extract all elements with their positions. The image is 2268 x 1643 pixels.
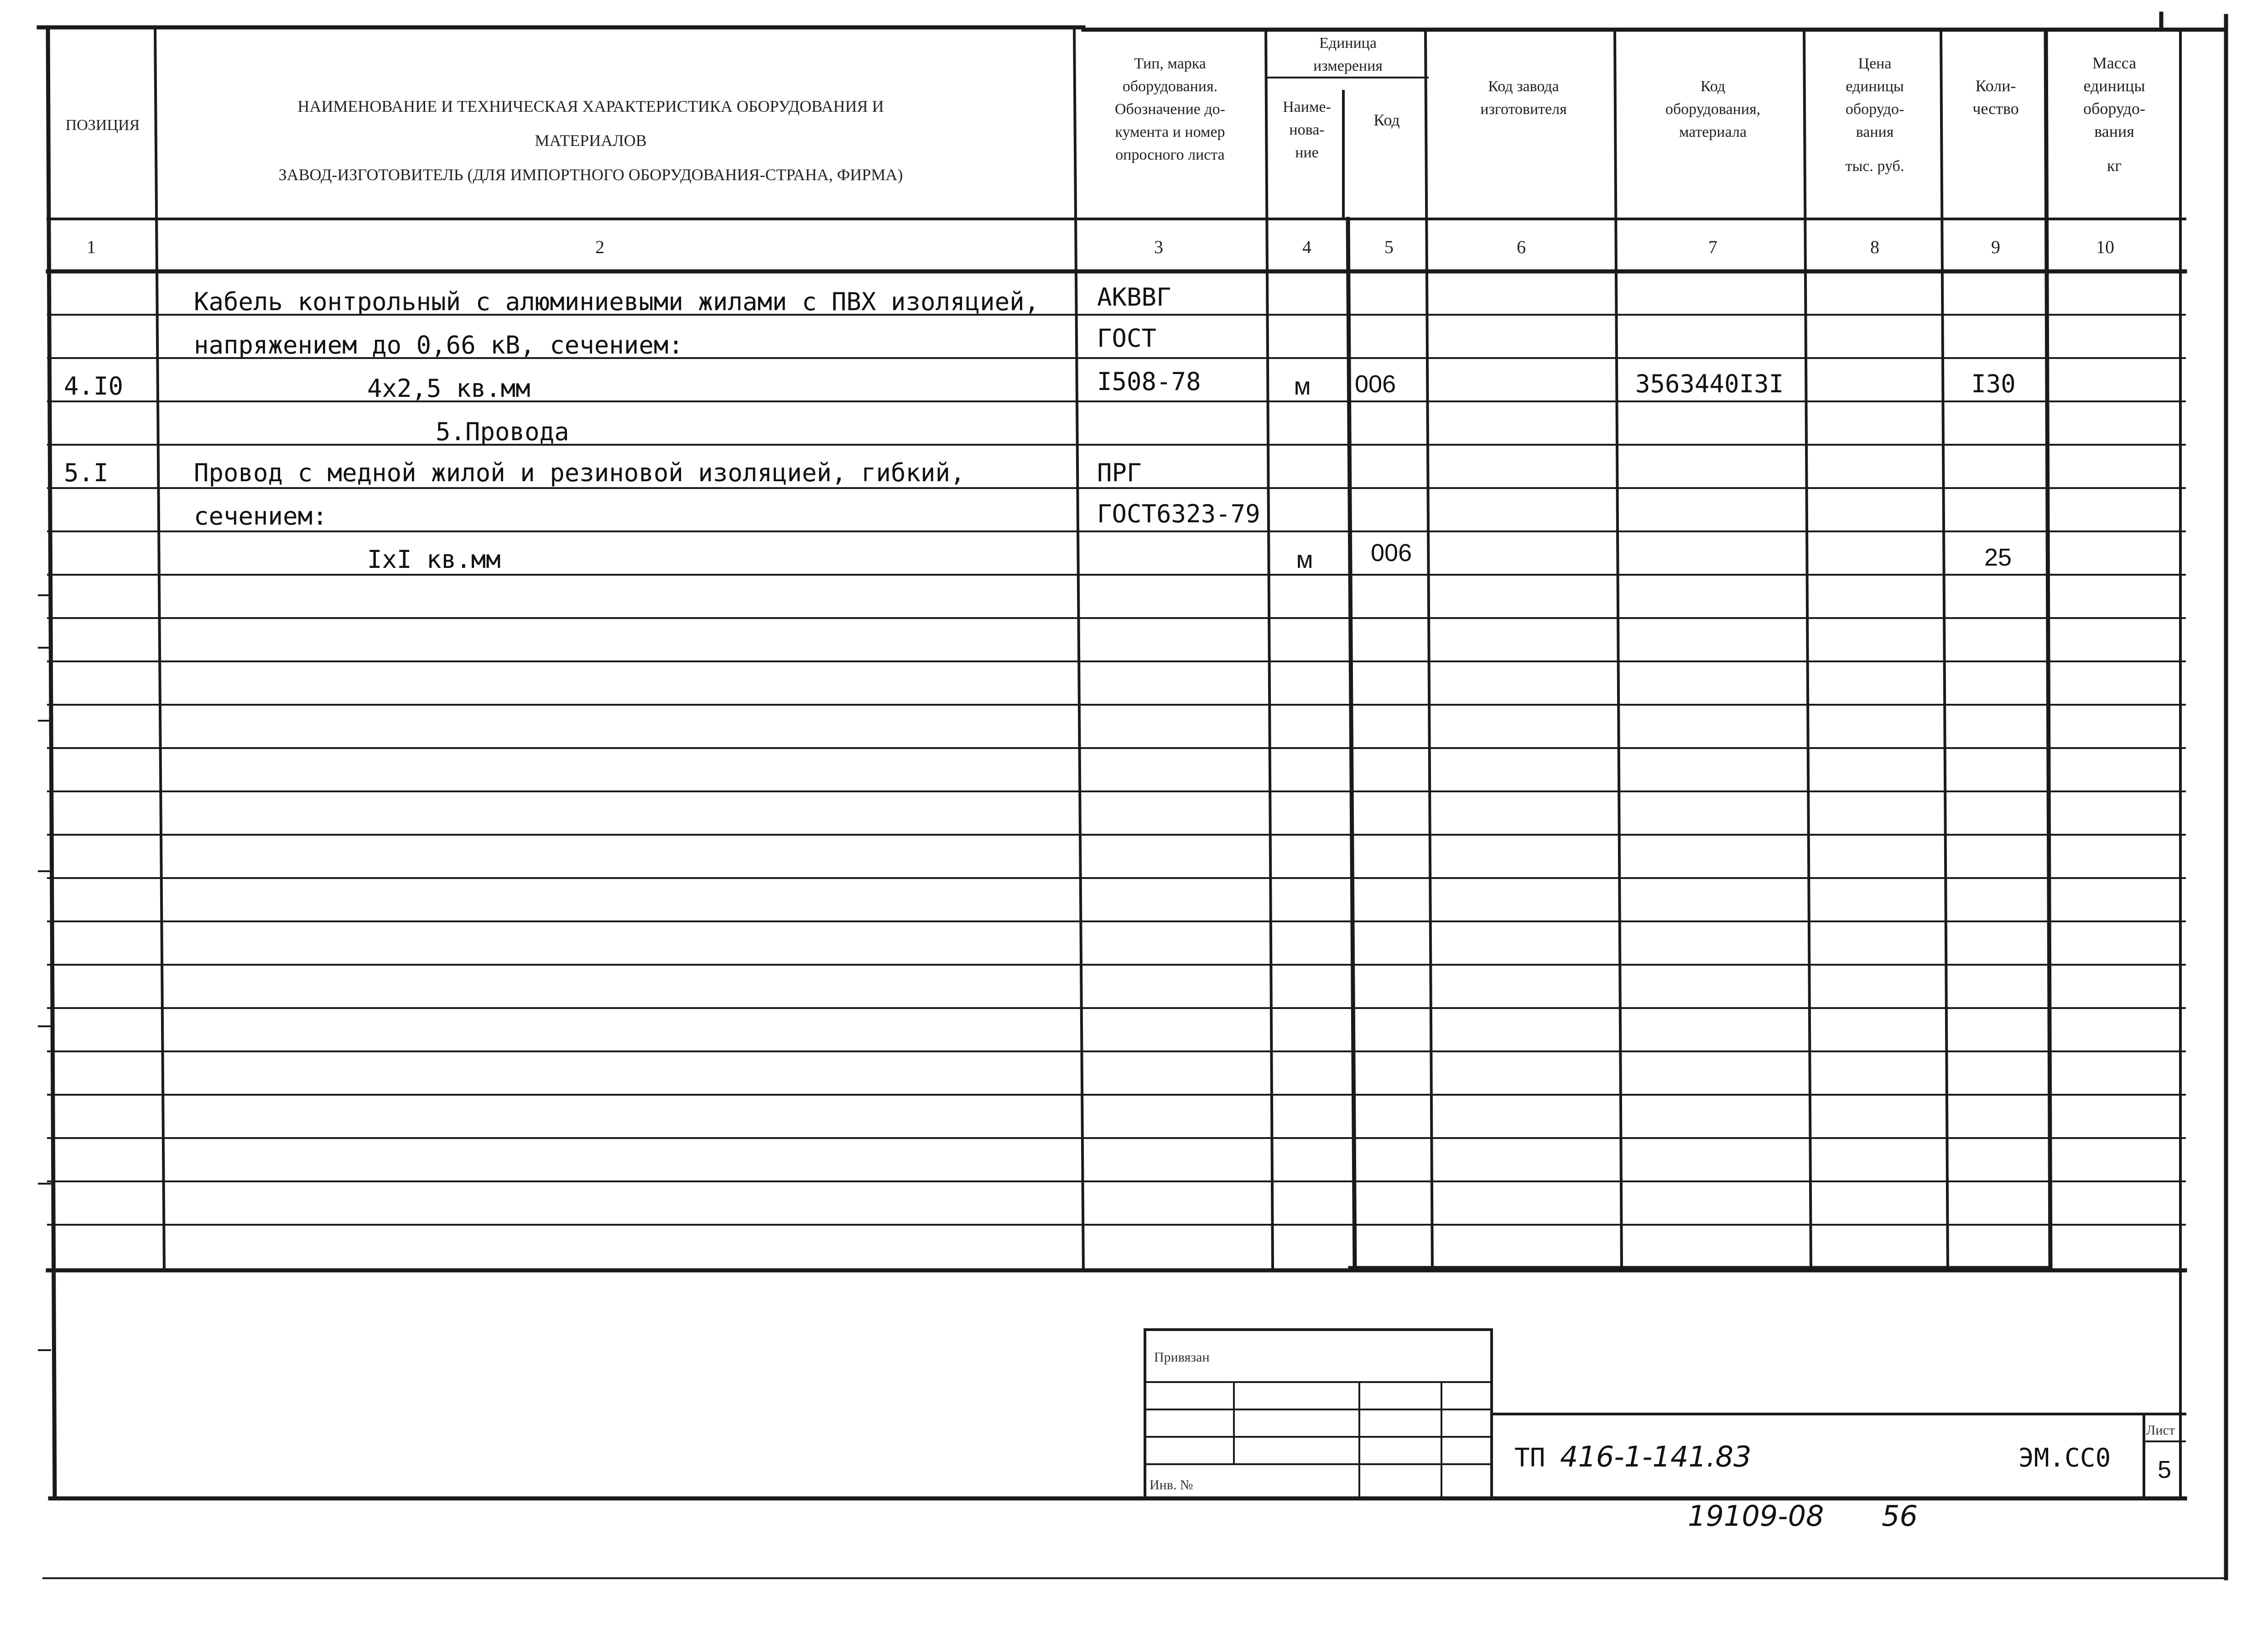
col-num-4: 4 [1302,237,1311,257]
col-num-3: 3 [1154,237,1163,257]
header-name-line1: НАИМЕНОВАНИЕ И ТЕХНИЧЕСКАЯ ХАРАКТЕРИСТИКА ОБОРУДОВАНИЯ И [297,97,884,115]
row-1-type: АКВВГ [1097,283,1171,312]
row-lines [48,315,2185,1225]
stamp-privyazan: Привязан [1154,1350,1210,1365]
col-num-6: 6 [1517,237,1526,257]
row-6-type: ГОСТ6323-79 [1097,499,1260,528]
archive-page: 56 [1882,1499,1918,1533]
row-2-name: напряжением до 0,66 кВ, сечением: [194,331,683,359]
row-1-name: Кабель контрольный с алюминиевыми жилами с ПВХ изоляцией, [194,287,1040,316]
header-mass-l3: оборудо- [2083,99,2145,118]
col-line-2 [1074,27,1083,1270]
col-line-8 [1941,30,1948,1270]
header-type-l1: Тип, марка [1134,55,1206,72]
row-3-unit-code: 006 [1355,370,1396,398]
col-num-7: 7 [1708,237,1717,257]
col-line-3 [1266,30,1273,1270]
row-7-unit-code: 006 [1371,539,1412,567]
header-price-l5: тыс. руб. [1845,158,1904,175]
margin-ticks [39,595,50,1350]
col-num-1: 1 [87,237,96,257]
row-5-name: Провод с медной жилой и резиновой изоляцией, гибкий, [194,458,965,487]
col-line-0 [48,27,55,1498]
row-5-type: ПРГ [1097,458,1142,487]
header-qty-l2: чество [1972,99,2019,118]
header-unit-name-l2: нова- [1289,121,1325,138]
col-num-9: 9 [1991,237,2000,257]
header-mass-l1: Масса [2092,54,2137,72]
col-num-8: 8 [1870,237,1879,257]
header-material-code-l1: Код [1700,78,1726,95]
col-line-4 [1348,219,1355,1270]
row-2-type: ГОСТ [1097,324,1157,353]
header-unit-group-l1: Единица [1319,35,1377,52]
col-line-9 [2046,30,2050,1270]
header-price-l3: оборудо- [1845,101,1904,118]
header-type-l2: оборудования. [1122,78,1218,95]
header-material-code-l2: оборудования, [1665,101,1761,118]
stamp-doc-code: ЭМ.СС0 [2018,1443,2111,1473]
header-unit-name-l3: ние [1295,144,1319,161]
header-type-l4: кумента и номер [1115,124,1225,140]
row-5-position: 5.I [64,458,109,487]
header-price-l4: вания [1856,124,1894,140]
header-maker-code-l1: Код завода [1488,78,1559,95]
header-name-line2: МАТЕРИАЛОВ [535,131,647,150]
header-price-l2: единицы [1846,78,1904,95]
header-name-line3: ЗАВОД-ИЗГОТОВИТЕЛЬ (ДЛЯ ИМПОРТНОГО ОБОРУДОВАНИЯ-СТРАНА, ФИРМА) [278,166,903,184]
row-4-section-title: 5.Провода [436,417,569,446]
header-type-l5: опросного листа [1115,146,1225,163]
row-3-name: 4х2,5 кв.мм [367,374,531,403]
row-3-type: I508-78 [1097,367,1201,396]
col-num-5: 5 [1384,237,1394,257]
column-numbers [87,237,2114,257]
header-qty-l1: Коли- [1975,77,2016,95]
row-3-quantity: I30 [1971,369,2016,398]
header-price-l1: Цена [1858,55,1892,72]
stamp-sheet-label: Лист [2146,1423,2175,1438]
header-unit-name-l1: Наиме- [1283,99,1331,115]
archive-number: 19109-08 [1688,1499,1824,1533]
row-7-name: IхI кв.мм [367,545,501,574]
header-unit-code: Код [1373,111,1400,129]
stamp-inventory: Инв. № [1150,1477,1193,1492]
col-line-5 [1425,30,1432,1270]
col-line-6 [1615,30,1622,1270]
col-num-10: 10 [2096,237,2114,257]
header-mass-l5: кг [2107,156,2122,175]
header-maker-code-l2: изготовителя [1480,101,1567,118]
header-unit-group-l2: измерения [1313,57,1383,74]
row-6-name: сечением: [194,502,328,530]
title-block [50,1330,2185,1498]
col-line-1 [155,27,164,1270]
row-3-material-code: 3563440I3I [1635,369,1784,398]
header-mass-l2: единицы [2083,77,2145,95]
header-type-l3: Обозначение до- [1114,101,1226,118]
stamp-project-label: ТП [1514,1443,1545,1473]
col-num-2: 2 [595,237,604,257]
row-7-quantity: 25 [1984,544,2012,571]
stamp-sheet-number: 5 [2157,1456,2172,1483]
stamp-project-number: 416-1-141.83 [1560,1440,1752,1473]
row-3-position: 4.I0 [64,372,124,400]
header-material-code-l3: материала [1679,124,1747,140]
header-mass-l4: вания [2094,122,2134,140]
row-7-unit: м [1296,546,1313,573]
col-line-7 [1804,30,1811,1270]
header-position: ПОЗИЦИЯ [65,117,140,134]
row-3-unit: м [1294,373,1311,400]
